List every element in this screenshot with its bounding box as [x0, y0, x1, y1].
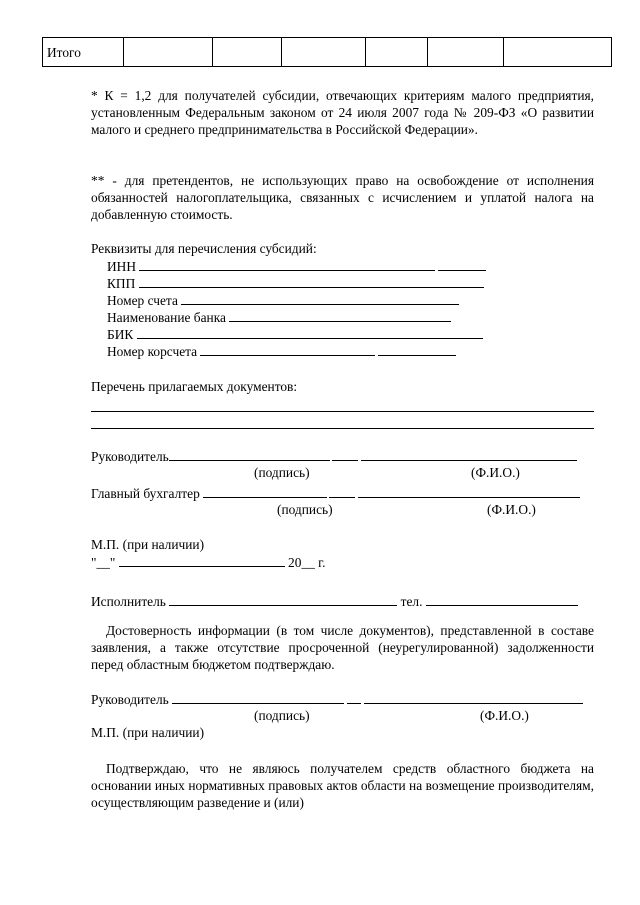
- accountant-row: [91, 484, 580, 502]
- head2-sign-caption: (подпись): [254, 708, 310, 723]
- accountant-label: Главный бухгалтер: [91, 486, 200, 501]
- date-row: [91, 553, 326, 571]
- inn-label: ИНН: [107, 259, 137, 274]
- account-row: [107, 291, 459, 309]
- head-fio-field[interactable]: [361, 447, 577, 461]
- accountant-signature-field[interactable]: [203, 484, 327, 498]
- accountant-fio-field[interactable]: [358, 484, 580, 498]
- date-month-field[interactable]: [119, 553, 285, 567]
- head2-fio-caption: (Ф.И.О.): [480, 708, 529, 723]
- head-sign-caption: (подпись): [254, 465, 310, 480]
- bik-label: БИК: [107, 327, 134, 342]
- inn-field[interactable]: [139, 257, 435, 271]
- head2-label: Руководитель: [91, 692, 169, 707]
- total-label: Итого: [43, 38, 124, 67]
- head-fio-caption: (Ф.И.О.): [471, 465, 520, 480]
- kpp-label: КПП: [107, 276, 136, 291]
- bank-field[interactable]: [229, 308, 451, 322]
- account-label: Номер счета: [107, 293, 178, 308]
- confirm-paragraph: Достоверность информации (в том числе документов), представленной в составе заявления, а также отсутствие просроченной (неурегулированной) задолженности перед областным бюджетом подтверждаю.: [91, 623, 594, 672]
- total-cell: [504, 38, 612, 67]
- bank-row: [107, 308, 451, 326]
- head2-row: [91, 690, 583, 708]
- head2-signature-field-ext[interactable]: [347, 690, 361, 704]
- date-year: 20__ г.: [288, 555, 326, 570]
- requisites-heading: Реквизиты для перечисления субсидий:: [91, 241, 317, 256]
- confirm2-paragraph: Подтверждаю, что не являюсь получателем средств областного бюджета на основании иных нормативных правовых актов области на возмещение производителям, осуществляющим разведение и (или): [91, 761, 594, 810]
- date-day[interactable]: "__": [91, 555, 116, 570]
- head2-signature-field[interactable]: [172, 690, 344, 704]
- stamp-note-2: М.П. (при наличии): [91, 725, 205, 740]
- documents-line-2[interactable]: [91, 428, 594, 429]
- total-cell: [213, 38, 282, 67]
- documents-line-1[interactable]: [91, 411, 594, 412]
- inn-field-ext[interactable]: [438, 257, 486, 271]
- kpp-row: [107, 274, 484, 292]
- accountant-sign-caption: (подпись): [277, 502, 333, 517]
- head2-fio-field[interactable]: [364, 690, 583, 704]
- stamp-note: М.П. (при наличии): [91, 537, 205, 552]
- accountant-signature-field-ext[interactable]: [329, 484, 355, 498]
- bank-label: Наименование банка: [107, 310, 226, 325]
- total-cell: [124, 38, 213, 67]
- head-signature-field[interactable]: [169, 447, 330, 461]
- corr-label: Номер корсчета: [107, 344, 198, 359]
- kpp-field[interactable]: [139, 274, 484, 288]
- footnote-1: * К = 1,2 для получателей субсидии, отвечающих критериям малого предприятия, установленным Федеральным законом от 24 июля 2007 года № 209-ФЗ «О развитии малого и среднего предпринимательства в Российской Федерации».: [91, 88, 594, 137]
- head-label: Руководитель: [91, 449, 169, 464]
- phone-label: тел.: [400, 594, 423, 609]
- documents-heading: Перечень прилагаемых документов:: [91, 379, 298, 394]
- bik-row: [107, 325, 483, 343]
- executor-field[interactable]: [169, 592, 397, 606]
- account-field[interactable]: [181, 291, 459, 305]
- corr-field-ext[interactable]: [378, 342, 456, 356]
- executor-label: Исполнитель: [91, 594, 166, 609]
- accountant-fio-caption: (Ф.И.О.): [487, 502, 536, 517]
- footnote-2: ** - для претендентов, не использующих право на освобождение от исполнения обязанностей налогоплательщика, связанных с исчислением и уплатой налога на добавленную стоимость.: [91, 173, 594, 222]
- executor-row: [91, 592, 578, 610]
- head-row: [91, 447, 577, 465]
- corr-field[interactable]: [200, 342, 375, 356]
- table-row: [43, 38, 612, 67]
- total-cell: [428, 38, 504, 67]
- phone-field[interactable]: [426, 592, 578, 606]
- head-signature-field-ext[interactable]: [332, 447, 358, 461]
- corr-row: [107, 342, 456, 360]
- bik-field[interactable]: [137, 325, 483, 339]
- inn-row: [107, 257, 486, 275]
- total-cell: [366, 38, 428, 67]
- total-cell: [282, 38, 366, 67]
- total-table: [42, 37, 612, 67]
